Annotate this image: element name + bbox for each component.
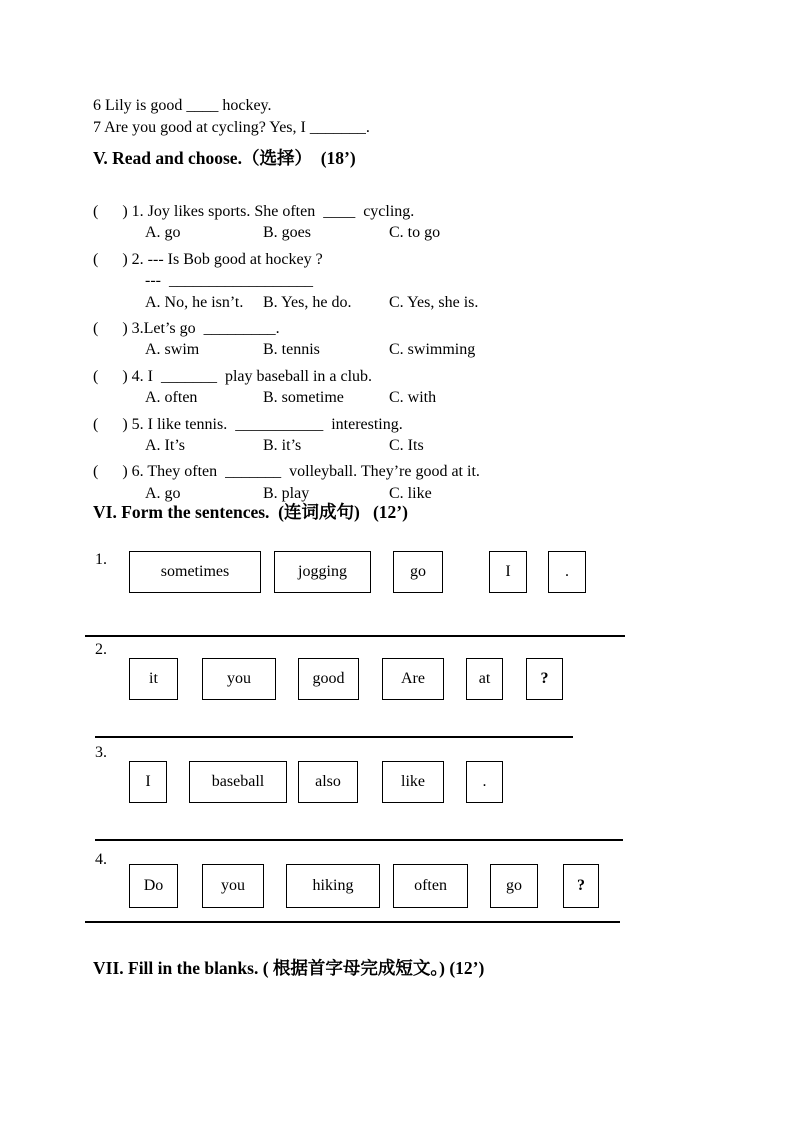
section-vi-title: VI. Form the sentences. (连词成句) (12’) xyxy=(93,502,408,522)
option-a: A. go xyxy=(145,484,181,502)
word-box: also xyxy=(298,761,358,803)
fill-line-6: 6 Lily is good ____ hockey. xyxy=(93,97,272,114)
word-box: go xyxy=(490,864,538,908)
word-box: . xyxy=(548,551,586,593)
fill-line-7: 7 Are you good at cycling? Yes, I _______. xyxy=(93,119,370,136)
option-b: B. Yes, he do. xyxy=(263,293,352,311)
question-4-stem: ( ) 4. I _______ play baseball in a club. xyxy=(93,367,373,385)
option-b: B. sometime xyxy=(263,389,344,407)
option-c: C. to go xyxy=(389,224,441,242)
answer-line-2 xyxy=(95,736,573,738)
option-b: B. play xyxy=(263,484,310,502)
word-box: hiking xyxy=(286,864,380,908)
question-2 xyxy=(93,249,733,318)
option-a: A. swim xyxy=(145,341,200,359)
word-box: ? xyxy=(526,658,563,700)
question-2-answer-blank: --- __________________ xyxy=(145,272,313,290)
word-box: Do xyxy=(129,864,178,908)
option-a: A. It’s xyxy=(145,437,185,455)
word-box: you xyxy=(202,864,264,908)
question-4 xyxy=(93,366,733,414)
word-box: I xyxy=(129,761,167,803)
option-c: C. like xyxy=(389,484,432,502)
option-c: C. with xyxy=(389,389,437,407)
word-box: often xyxy=(393,864,468,908)
question-4-options xyxy=(93,387,733,413)
word-box: go xyxy=(393,551,443,593)
option-a: A. No, he isn’t. xyxy=(145,293,244,311)
question-1-stem: ( ) 1. Joy likes sports. She often ____ cycling. xyxy=(93,203,415,220)
question-5-options xyxy=(93,435,733,461)
option-a: A. go xyxy=(145,224,181,242)
item-number-1: 1. xyxy=(95,551,107,568)
option-b: B. tennis xyxy=(263,341,320,359)
word-box: ? xyxy=(563,864,599,908)
word-box: you xyxy=(202,658,276,700)
option-c: C. Its xyxy=(389,437,424,455)
word-box: good xyxy=(298,658,359,700)
question-3 xyxy=(93,318,733,366)
question-5-stem: ( ) 5. I like tennis. ___________ interesting. xyxy=(93,415,403,433)
option-c: C. Yes, she is. xyxy=(389,293,479,311)
answer-line-3 xyxy=(95,839,623,841)
option-c: C. swimming xyxy=(389,341,476,359)
question-1 xyxy=(93,201,733,249)
option-a: A. often xyxy=(145,389,198,407)
word-box: like xyxy=(382,761,444,803)
section-v-questions xyxy=(93,201,733,509)
question-2-stem: ( ) 2. --- Is Bob good at hockey ? xyxy=(93,250,323,268)
option-b: B. goes xyxy=(263,224,311,242)
answer-line-4 xyxy=(85,921,620,923)
word-box: at xyxy=(466,658,503,700)
question-6-stem: ( ) 6. They often _______ volleyball. They’re good at it. xyxy=(93,463,480,481)
word-box: Are xyxy=(382,658,444,700)
word-box: jogging xyxy=(274,551,371,593)
question-1-options xyxy=(93,222,733,248)
item-number-2: 2. xyxy=(95,641,107,658)
item-number-3: 3. xyxy=(95,744,107,761)
question-2-options xyxy=(93,292,733,318)
question-3-stem: ( ) 3.Let’s go _________. xyxy=(93,320,280,338)
answer-line-1 xyxy=(85,635,625,637)
section-vii-title: VII. Fill in the blanks. ( 根据首字母完成短文。) (12’) xyxy=(93,958,485,978)
word-box: sometimes xyxy=(129,551,261,593)
item-number-4: 4. xyxy=(95,851,107,868)
word-box: . xyxy=(466,761,503,803)
option-b: B. it’s xyxy=(263,437,302,455)
word-box: it xyxy=(129,658,178,700)
word-box: I xyxy=(489,551,527,593)
section-v-title: V. Read and choose.（选择） (18’) xyxy=(93,148,356,168)
question-5 xyxy=(93,414,733,462)
word-box: baseball xyxy=(189,761,287,803)
question-3-options xyxy=(93,339,733,365)
